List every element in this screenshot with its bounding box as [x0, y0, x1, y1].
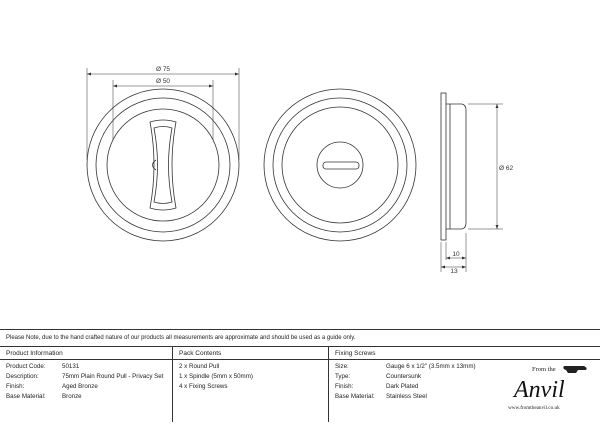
- logo-from-the: From the: [532, 366, 556, 373]
- pack-item: 4 x Fixing Screws: [179, 383, 228, 390]
- arrow: [209, 85, 213, 88]
- inner-rim: [96, 98, 230, 232]
- recess-edge: [282, 107, 398, 223]
- pack-contents-header: Pack Contents: [173, 347, 328, 360]
- fixing-screws-header: Fixing Screws: [329, 347, 600, 360]
- arrow: [462, 257, 466, 260]
- logo-url: www.fromtheanvil.co.uk: [508, 405, 560, 411]
- row-value: 50131: [62, 363, 80, 370]
- arrow: [446, 257, 450, 260]
- logo-brand: Anvil: [514, 377, 565, 403]
- dim-label-depth-small: 10: [452, 251, 460, 258]
- arrow: [87, 73, 91, 76]
- outer-rim: [87, 89, 239, 241]
- product-info-row: [0, 392, 172, 402]
- row-key: Finish:: [335, 383, 354, 390]
- row-value: 75mm Plain Round Pull - Privacy Set: [62, 373, 164, 380]
- row-key: Size:: [335, 363, 349, 370]
- dim-label-inner-diameter: Ø 50: [155, 78, 171, 85]
- info-table: [0, 347, 600, 422]
- row-value: Aged Bronze: [62, 383, 98, 390]
- row-key: Finish:: [6, 383, 25, 390]
- profile-flange: [441, 93, 446, 240]
- round-pull-privacy-view: [264, 89, 416, 241]
- from-the-anvil-logo: [502, 361, 600, 421]
- arrow: [113, 85, 117, 88]
- dim-label-depth-total: 13: [450, 268, 458, 275]
- row-value: Gauge 6 x 1/2" (3.5mm x 13mm): [386, 363, 476, 370]
- round-pull-front-view: [87, 89, 239, 241]
- row-key: Description:: [6, 373, 39, 380]
- row-value: Stainless Steel: [386, 393, 427, 400]
- arrow: [441, 266, 445, 269]
- disclaimer-note: Please Note, due to the hand crafted nature of our products all measurements are approximate and should be used as a guide only.: [0, 330, 600, 347]
- side-profile-view: [441, 93, 466, 240]
- inner-rim: [273, 98, 407, 232]
- outer-rim: [264, 89, 416, 241]
- product-info-row: [0, 382, 172, 392]
- product-info-column: [0, 347, 172, 422]
- row-key: Base Material:: [335, 393, 375, 400]
- dim-label-outer-diameter: Ø 75: [155, 66, 171, 73]
- product-info-header: Product Information: [0, 347, 172, 360]
- grip-inner: [154, 127, 172, 204]
- recess-edge: [107, 109, 219, 221]
- pack-item: 1 x Spindle (5mm x 50mm): [179, 373, 253, 380]
- turn-slot: [323, 162, 359, 169]
- pack-item: 2 x Round Pull: [179, 363, 220, 370]
- row-key: Product Code:: [6, 363, 46, 370]
- row-value: Countersunk: [386, 373, 422, 380]
- row-key: Type:: [335, 373, 351, 380]
- arrow: [496, 225, 499, 229]
- pack-contents-column: [173, 347, 328, 422]
- row-key: Base Material:: [6, 393, 46, 400]
- arrow: [462, 266, 466, 269]
- profile-body: [446, 104, 466, 229]
- row-value: Bronze: [62, 393, 82, 400]
- product-info-row: [0, 372, 172, 382]
- logo-mark: [502, 361, 600, 421]
- row-value: Dark Plated: [386, 383, 419, 390]
- arrow: [235, 73, 239, 76]
- anvil-icon: [563, 366, 586, 373]
- dim-label-height: Ø 62: [499, 165, 514, 172]
- product-info-row: [0, 362, 172, 372]
- turn-disc: [317, 142, 363, 188]
- arrow: [496, 104, 499, 108]
- grip-outer: [150, 120, 176, 210]
